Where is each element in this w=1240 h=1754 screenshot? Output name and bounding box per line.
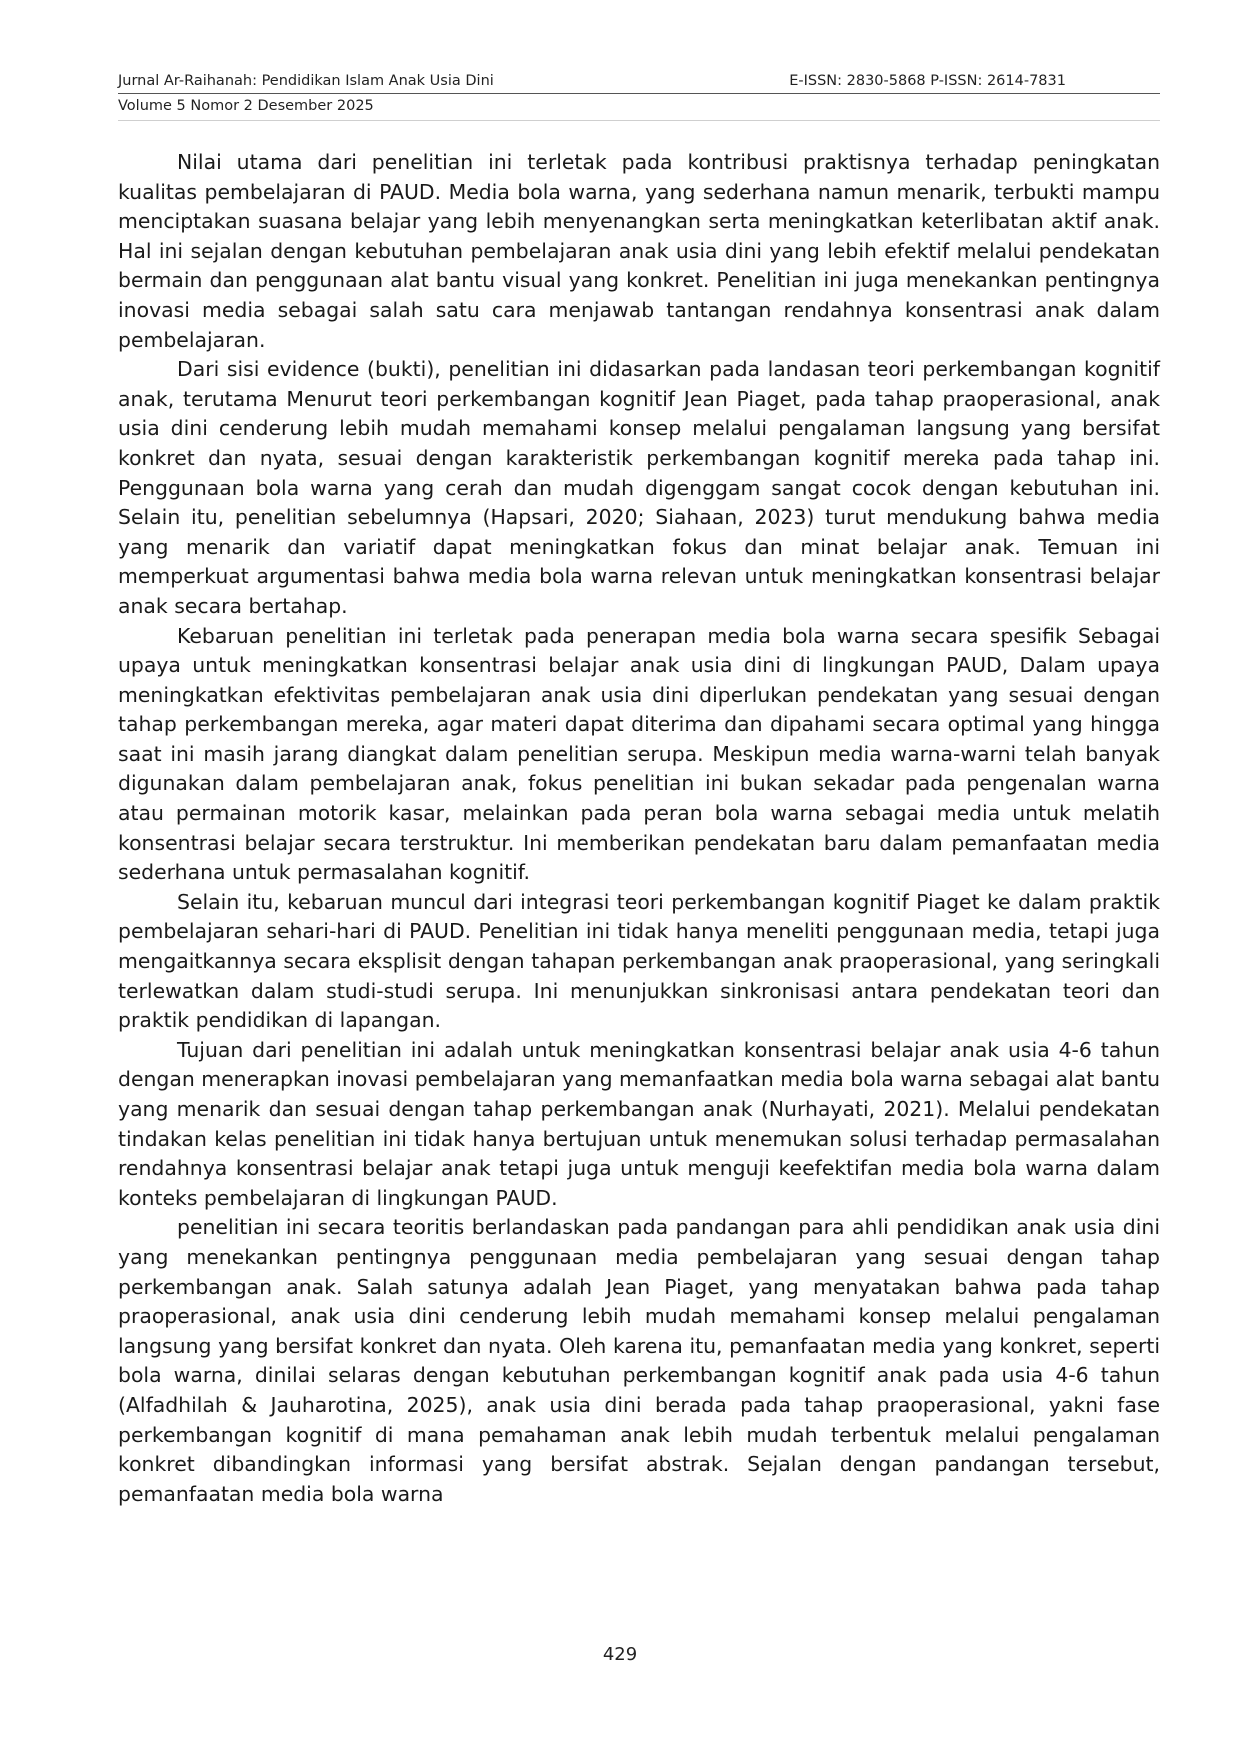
- page-number: 429: [602, 1644, 638, 1665]
- article-body: [118, 148, 1160, 1509]
- journal-title: Jurnal Ar-Raihanah: Pendidikan Islam Anak Usia Dini: [118, 73, 494, 89]
- paragraph: Dari sisi evidence (bukti), penelitian ini didasarkan pada landasan teori perkembangan kognitif anak, terutama Menurut teori perkembangan kognitif Jean Piaget, pada tahap praoperasional, anak usia dini cenderung lebih mudah memahami konsep melalui pengalaman langsung yang bersifat konkret dan nyata, sesuai dengan karakteristik perkembangan kognitif mereka pada tahap ini. Penggunaan bola warna yang cerah dan mudah digenggam sangat cocok dengan kebutuhan ini. Selain itu, penelitian sebelumnya (Hapsari, 2020; Siahaan, 2023) turut mendukung bahwa media yang menarik dan variatif dapat meningkatkan fokus dan minat belajar anak. Temuan ini memperkuat argumentasi bahwa media bola warna relevan untuk meningkatkan konsentrasi belajar anak secara bertahap.: [118, 357, 1160, 618]
- volume-info: Volume 5 Nomor 2 Desember 2025: [118, 94, 1160, 121]
- issn-info: E-ISSN: 2830-5868 P-ISSN: 2614-7831: [789, 73, 1066, 89]
- paragraph: Kebaruan penelitian ini terletak pada penerapan media bola warna secara spesifik Sebagai upaya untuk meningkatkan konsentrasi belajar anak usia dini di lingkungan PAUD, Dalam upaya meningkatkan efektivitas pembelajaran anak usia dini diperlukan pendekatan yang sesuai dengan tahap perkembangan mereka, agar materi dapat diterima dan dipahami secara optimal yang hingga saat ini masih jarang diangkat dalam penelitian serupa. Meskipun media warna-warni telah banyak digunakan dalam pembelajaran anak, fokus penelitian ini bukan sekadar pada pengenalan warna atau permainan motorik kasar, melainkan pada peran bola warna sebagai media untuk melatih konsentrasi belajar secara terstruktur. Ini memberikan pendekatan baru dalam pemanfaatan media sederhana untuk permasalahan kognitif.: [118, 623, 1160, 885]
- paragraph: Nilai utama dari penelitian ini terletak pada kontribusi praktisnya terhadap peningkatan kualitas pembelajaran di PAUD. Media bola warna, yang sederhana namun menarik, terbukti mampu menciptakan suasana belajar yang lebih menyenangkan serta meningkatkan keterlibatan aktif anak. Hal ini sejalan dengan kebutuhan pembelajaran anak usia dini yang lebih efektif melalui pendekatan bermain dan penggunaan alat bantu visual yang konkret. Penelitian ini juga menekankan pentingnya inovasi media sebagai salah satu cara menjawab tantangan rendahnya konsentrasi anak dalam pembelajaran.: [118, 150, 1160, 352]
- running-header: [118, 72, 1160, 121]
- paragraph: penelitian ini secara teoritis berlandaskan pada pandangan para ahli pendidikan anak usia dini yang menekankan pentingnya penggunaan media pembelajaran yang sesuai dengan tahap perkembangan anak. Salah satunya adalah Jean Piaget, yang menyatakan bahwa pada tahap praoperasional, anak usia dini cenderung lebih mudah memahami konsep melalui pengalaman langsung yang bersifat konkret dan nyata. Oleh karena itu, pemanfaatan media yang konkret, seperti bola warna, dinilai selaras dengan kebutuhan perkembangan kognitif anak pada usia 4-6 tahun (Alfadhilah & Jauharotina, 2025), anak usia dini berada pada tahap praoperasional, yakni fase perkembangan kognitif di mana pemahaman anak lebih mudah terbentuk melalui pengalaman konkret dibandingkan informasi yang bersifat abstrak. Sejalan dengan pandangan tersebut, pemanfaatan media bola warna: [118, 1215, 1160, 1506]
- header-top-row: [118, 72, 1160, 94]
- paragraph: Tujuan dari penelitian ini adalah untuk meningkatkan konsentrasi belajar anak usia 4-6 tahun dengan menerapkan inovasi pembelajaran yang memanfaatkan media bola warna sebagai alat bantu yang menarik dan sesuai dengan tahap perkembangan anak (Nurhayati, 2021). Melalui pendekatan tindakan kelas penelitian ini tidak hanya bertujuan untuk menemukan solusi terhadap permasalahan rendahnya konsentrasi belajar anak tetapi juga untuk menguji keefektifan media bola warna dalam konteks pembelajaran di lingkungan PAUD.: [118, 1037, 1161, 1210]
- paragraph: Selain itu, kebaruan muncul dari integrasi teori perkembangan kognitif Piaget ke dalam praktik pembelajaran sehari-hari di PAUD. Penelitian ini tidak hanya meneliti penggunaan media, tetapi juga mengaitkannya secara eksplisit dengan tahapan perkembangan anak praoperasional, yang seringkali terlewatkan dalam studi-studi serupa. Ini menunjukkan sinkronisasi antara pendekatan teori dan praktik pendidikan di lapangan.: [118, 889, 1160, 1033]
